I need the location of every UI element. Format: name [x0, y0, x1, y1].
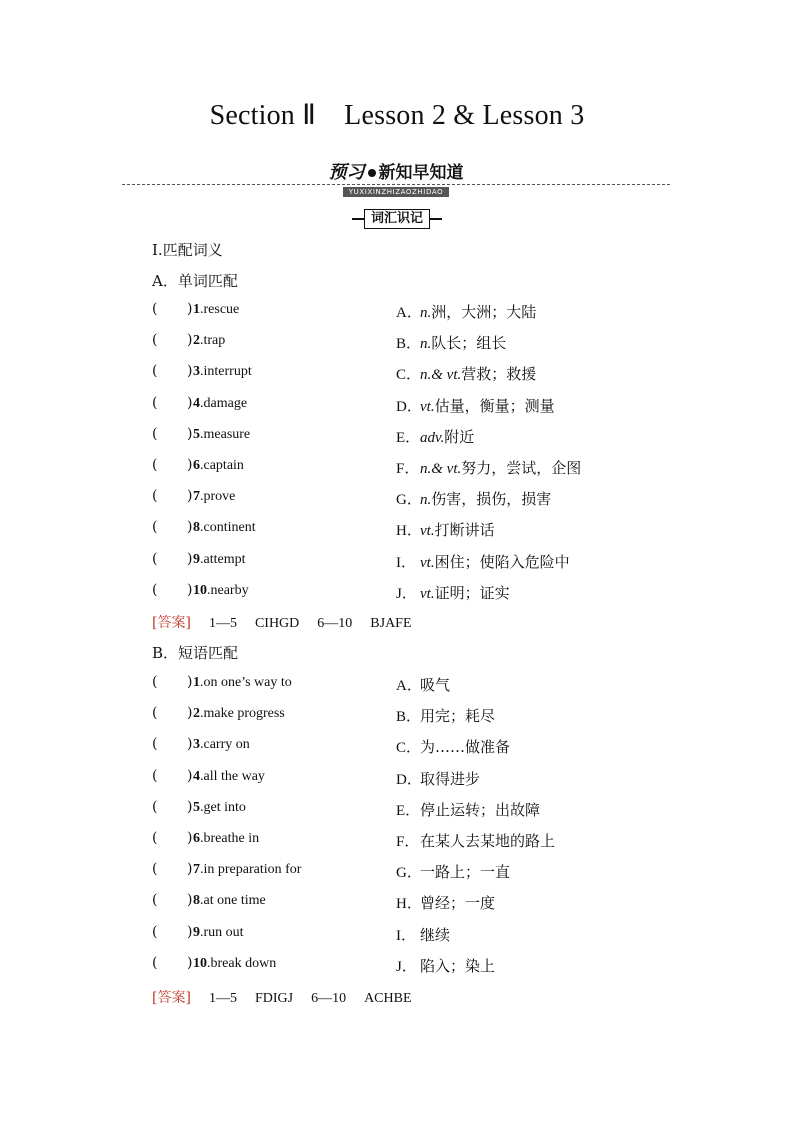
matching-row	[0, 736, 794, 760]
blank-close: )	[187, 519, 193, 536]
matching-row	[0, 426, 794, 450]
option-item: C．为……做准备	[396, 738, 511, 757]
matching-row	[0, 705, 794, 729]
blank-close: )	[187, 394, 193, 411]
blank-close: )	[187, 674, 193, 690]
option-item: G．一路上；一直	[396, 863, 511, 882]
blank-close: )	[187, 425, 193, 442]
blank-open: (	[152, 581, 158, 598]
option-item: F．在某人去某地的路上	[396, 832, 556, 850]
blank-open: (	[152, 394, 158, 411]
matching-row	[0, 799, 794, 823]
matching-row	[0, 488, 794, 512]
question-item: 8.at one time	[193, 893, 266, 909]
blank-open: (	[152, 674, 158, 690]
matching-row	[0, 768, 794, 792]
blank-open: (	[152, 767, 158, 784]
blank-open: (	[152, 488, 158, 505]
question-item: 5.measure	[193, 426, 251, 442]
option-item: I． vt.困住；使陷入危险中	[396, 552, 570, 571]
subheading-box: 词汇识记	[364, 209, 430, 229]
blank-open: (	[152, 363, 158, 380]
question-item: 1.on one’s way to	[193, 675, 292, 690]
blank-open: (	[152, 457, 158, 473]
title-section: Section Ⅱ	[209, 100, 317, 131]
question-item: 10.break down	[193, 955, 277, 971]
matching-row	[0, 301, 794, 325]
blank-open: (	[152, 519, 158, 536]
blank-close: )	[187, 705, 193, 722]
question-item: 2.trap	[193, 333, 226, 349]
question-item: 5.get into	[193, 799, 246, 815]
blank-open: (	[152, 954, 158, 971]
matching-row	[0, 582, 794, 606]
blank-open: (	[152, 892, 158, 909]
blank-open: (	[152, 705, 158, 722]
blank-close: )	[187, 767, 193, 784]
option-item: A．吸气	[396, 676, 451, 694]
answer-tag: [答案]	[152, 990, 191, 1006]
question-item: 4.all the way	[193, 768, 265, 784]
blank-close: )	[187, 923, 193, 940]
part-b-heading: B．短语匹配	[152, 644, 239, 662]
matching-row	[0, 955, 794, 979]
matching-row	[0, 395, 794, 419]
blank-close: )	[187, 954, 193, 971]
matching-row	[0, 457, 794, 481]
blank-close: )	[187, 550, 193, 567]
blank-close: )	[187, 736, 193, 753]
blank-open: (	[152, 830, 158, 846]
question-item: 7.in preparation for	[193, 862, 302, 878]
part-b-answer: [答案] 1—5 FDIGJ 6—10 ACHBE	[152, 990, 412, 1006]
matching-row	[0, 363, 794, 387]
matching-row	[0, 892, 794, 916]
blank-close: )	[187, 363, 193, 380]
blank-close: )	[187, 301, 193, 317]
question-item: 9.run out	[193, 924, 244, 940]
matching-row	[0, 861, 794, 885]
blank-close: )	[187, 457, 193, 473]
blank-close: )	[187, 332, 193, 349]
section-heading-matching: Ⅰ.匹配词义	[152, 241, 223, 259]
option-item: D．取得进步	[396, 769, 481, 788]
option-item: C．n.& vt.营救；救援	[396, 365, 537, 384]
part-a-answer: [答案] 1—5 CIHGD 6—10 BJAFE	[152, 615, 412, 631]
blank-open: (	[152, 736, 158, 753]
question-item: 3.carry on	[193, 737, 250, 753]
option-item: J． 陷入；染上	[396, 956, 496, 975]
blank-open: (	[152, 861, 158, 878]
option-item: E．adv.附近	[396, 427, 475, 446]
bullet-icon	[368, 169, 376, 177]
option-item: H．vt.打断讲话	[396, 521, 495, 540]
option-item: D．vt.估量，衡量；测量	[396, 396, 555, 415]
page-title	[0, 98, 794, 132]
matching-row	[0, 674, 794, 698]
question-item: 1.rescue	[193, 302, 240, 317]
blank-open: (	[152, 550, 158, 567]
blank-close: )	[187, 488, 193, 505]
blank-close: )	[187, 892, 193, 909]
question-item: 2.make progress	[193, 706, 285, 722]
blank-close: )	[187, 798, 193, 815]
matching-row	[0, 830, 794, 854]
blank-open: (	[152, 798, 158, 815]
part-a-heading: A．单词匹配	[152, 272, 238, 290]
question-item: 6.captain	[193, 458, 244, 473]
matching-row	[0, 519, 794, 543]
question-item: 3.interrupt	[193, 364, 252, 380]
question-item: 6.breathe in	[193, 831, 260, 846]
option-item: H．曾经；一度	[396, 894, 496, 913]
matching-row	[0, 924, 794, 948]
question-item: 7.prove	[193, 489, 236, 505]
banner-main-text: 新知早知道	[378, 163, 464, 183]
blank-open: (	[152, 425, 158, 442]
vocab-subheading	[0, 208, 794, 229]
option-item: F．n.& vt.努力，尝试，企图	[396, 459, 582, 477]
option-item: I． 继续	[396, 925, 451, 944]
matching-row	[0, 551, 794, 575]
matching-row	[0, 332, 794, 356]
banner-keyword: 预习	[328, 162, 365, 183]
blank-open: (	[152, 923, 158, 940]
option-item: A．n.洲，大洲；大陆	[396, 303, 537, 321]
question-item: 8.continent	[193, 520, 256, 536]
blank-close: )	[187, 830, 193, 846]
option-item: J． vt.证明；证实	[396, 583, 510, 602]
blank-open: (	[152, 301, 158, 317]
preview-banner	[122, 158, 670, 196]
blank-close: )	[187, 581, 193, 598]
option-item: B．n.队长；组长	[396, 334, 507, 353]
title-lessons: Lesson 2 & Lesson 3	[344, 100, 585, 131]
blank-open: (	[152, 332, 158, 349]
option-item: G．n.伤害，损伤，损害	[396, 490, 552, 509]
question-item: 4.damage	[193, 395, 248, 411]
option-item: B．用完；耗尽	[396, 707, 496, 726]
answer-tag: [答案]	[152, 615, 191, 631]
banner-pinyin: YUXIXINZHIZAOZHIDAO	[122, 179, 670, 198]
option-item: E．停止运转；出故障	[396, 800, 541, 819]
question-item: 9.attempt	[193, 551, 246, 567]
question-item: 10.nearby	[193, 582, 249, 598]
blank-close: )	[187, 861, 193, 878]
